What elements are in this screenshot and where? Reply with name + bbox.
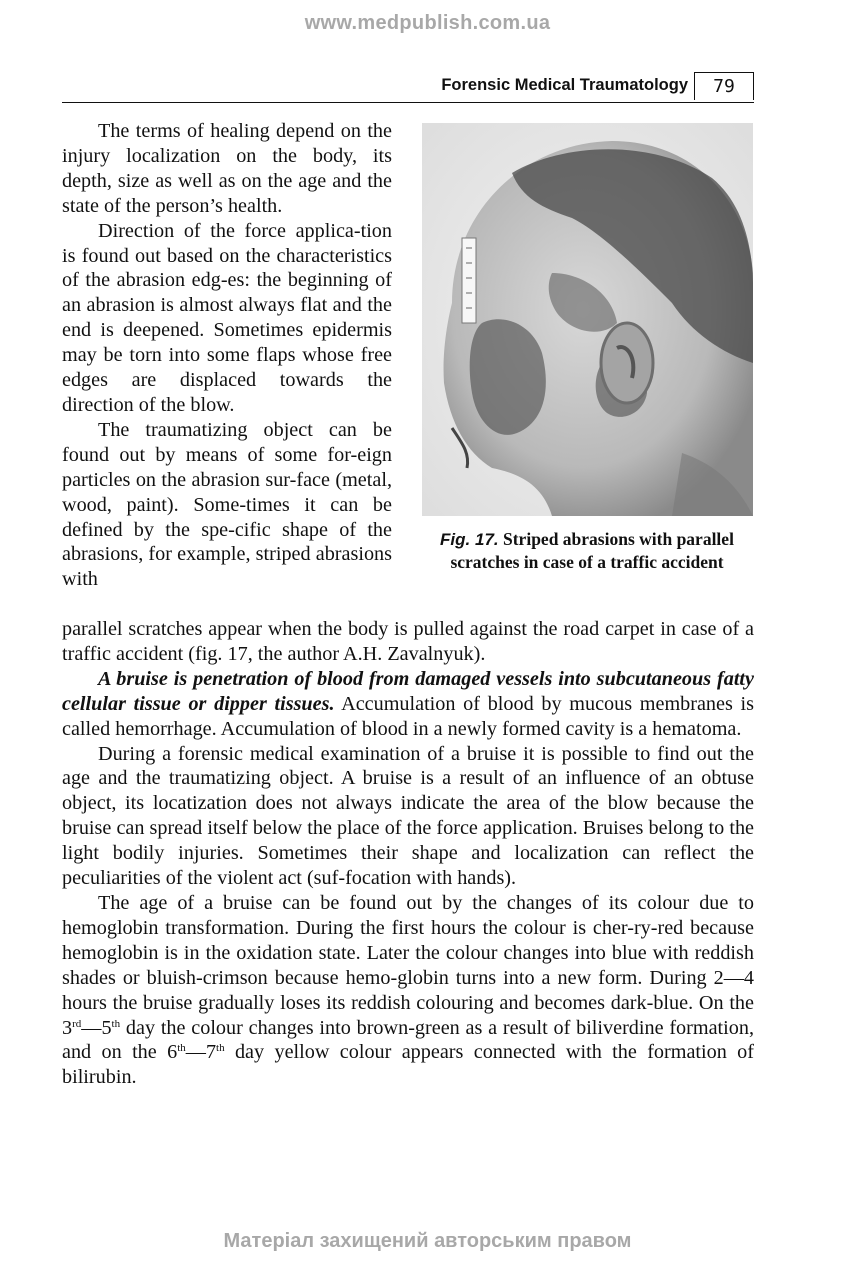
left-column-text xyxy=(62,119,392,592)
figure-photo xyxy=(422,123,753,516)
bruise-age-text-5: day yellow colour appears connected with the formation of bilirubin. xyxy=(62,1041,754,1089)
figure-caption xyxy=(414,528,760,574)
site-url-watermark: www.medpublish.com.ua xyxy=(304,12,551,34)
figure-caption-text: Striped abrasions with parallel scratches in case of a traffic accident xyxy=(450,529,734,572)
bruise-age-text-2: —5 xyxy=(81,1016,112,1039)
superscript-th-1: th xyxy=(111,1017,121,1030)
paragraph-forensic-examination: During a forensic medical examination of a bruise it is possible to find out the age and the traumatizing object. A bruise is a result of an influence of an obtuse object, its locatization does not always indicate the area of the blow because the bruise can spread itself below the place of the force application. Bruises belong to the light bodily injuries. Sometimes their shape and localization can reflect the peculiarities of the violent act (suf-focation with hands). xyxy=(62,742,754,890)
figure-label: Fig. 17. xyxy=(440,530,499,549)
copyright-watermark: Матеріал захищений авторським правом xyxy=(223,1230,632,1252)
bruise-age-text-4: —7 xyxy=(185,1041,217,1064)
child-head-photo xyxy=(422,123,753,516)
bruise-age-text-1: The age of a bruise can be found out by the changes of its colour due to hemoglobin transformation. During the first hours the colour is cher-ry-red because hemoglobin is in the oxidation state. Later the colour changes into blue with reddish shades or bluish-crimson because hemo-globin turns into a new form. During 2—4 hours the bruise gradually loses its reddish colouring and becomes dark-blue. On the 3 xyxy=(62,891,754,1039)
full-width-text xyxy=(62,617,754,1090)
bruise-age-text-3: day the colour changes into brown-green as a result of biliverdine formation, and on the 6 xyxy=(62,1016,754,1064)
superscript-rd: rd xyxy=(72,1017,82,1030)
paragraph-bruise-age xyxy=(62,891,754,1090)
superscript-th-2: th xyxy=(177,1042,186,1055)
paragraph-traumatizing-object: The traumatizing object can be found out by means of some for-eign particles on the abrasion sur-face (metal, wood, paint). Some-times it can be defined by the spe-cific shape of the abrasions, for example, striped abrasions with xyxy=(62,418,392,591)
paragraph-healing: The terms of healing depend on the injury localization on the body, its depth, size as well as on the age and the state of the person’s health. xyxy=(62,120,392,217)
running-header xyxy=(62,72,754,103)
bruise-definition-rest: Accumulation of blood by mucous membranes is called hemorrhage. Accumulation of blood in a newly formed cavity is a hematoma. xyxy=(62,692,754,740)
superscript-th-3: th xyxy=(216,1042,225,1055)
paragraph-bruise-definition xyxy=(62,667,754,742)
header-title: Forensic Medical Traumatology xyxy=(441,76,688,94)
paragraph-force-direction: Direction of the force applica-tion is found out based on the characteristics of the abrasion edg-es: the beginning of an abrasion is almost always flat and the end is deepened. Sometimes epidermis may be torn into some flaps whose free edges are displaced towards the direction of the blow. xyxy=(62,219,392,416)
paragraph-traumatizing-object-continued: parallel scratches appear when the body is pulled against the road carpet in case of a traffic accident (fig. 17, the author A.H. Zavalnyuk). xyxy=(62,618,754,665)
page-number: 79 xyxy=(694,72,754,100)
bruise-definition-emphasis: A bruise is penetration of blood from damaged vessels into subcutaneous fatty cellular tissue or dipper tissues. xyxy=(62,667,754,715)
